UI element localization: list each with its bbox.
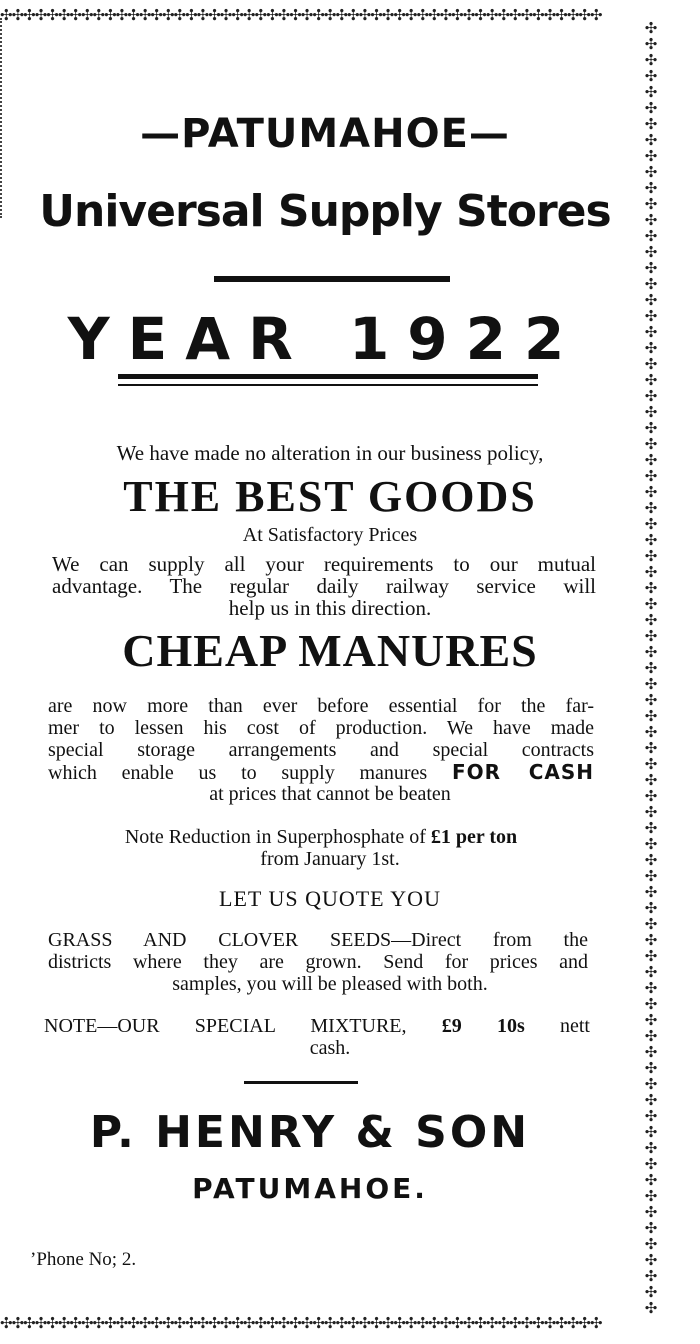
mixture-line-1 [44, 1015, 590, 1037]
let-us-quote: LET US QUOTE YOU [219, 886, 441, 911]
mixture-price: £9 10s [441, 1015, 525, 1037]
manures-line-2: mer to lessen his cost of production. We have made [48, 717, 594, 739]
ornamental-border-bottom: ✣✣✣✣✣✣✣✣✣✣✣✣✣✣✣✣✣✣✣✣✣✣✣✣✣✣✣✣✣✣✣✣✣✣✣✣✣✣✣✣✣✣✣✣✣✣✣✣✣✣✣✣ [0, 1314, 602, 1332]
manures-line-1: are now more than ever before essential for the far- [48, 695, 594, 717]
manures-line-4 [48, 761, 594, 784]
seeds-line-2: districts where they are grown. Send for prices and [48, 951, 588, 973]
divider-rule [214, 276, 450, 282]
note-reduction-text: Note Reduction in Superphosphate of [124, 826, 426, 848]
manures-line-3: special storage arrangements and special contracts [48, 739, 594, 761]
cheap-manures-headline: CHEAP MANURES [122, 625, 538, 676]
note-reduction-line-2: from January 1st. [260, 848, 400, 870]
mixture-text: NOTE—OUR SPECIAL MIXTURE, [44, 1015, 407, 1037]
satisfactory-prices: At Satisfactory Prices [242, 524, 418, 546]
policy-line-3: help us in this direction. [228, 596, 432, 620]
mixture-nett: nett [560, 1015, 590, 1037]
place-heading: —PATUMAHOE— [140, 111, 510, 157]
policy-line-1: We can supply all your requirements to our mutual [52, 552, 596, 576]
per-ton-price: £1 per ton [430, 826, 518, 848]
seeds-line-3: samples, you will be pleased with both. [172, 973, 488, 995]
ornamental-border-right: ✣✣✣✣✣✣✣✣✣✣✣✣✣✣✣✣✣✣✣✣✣✣✣✣✣✣✣✣✣✣✣✣✣✣✣✣✣✣✣✣✣✣✣✣✣✣✣✣✣✣✣✣✣✣✣✣✣✣✣✣✣✣✣✣✣✣✣✣✣✣✣✣✣✣✣✣✣✣✣✣✣ [644, 20, 658, 1317]
manures-line-5: at prices that cannot be beaten [209, 783, 451, 805]
year-heading: YEAR 1922 [67, 305, 583, 373]
policy-line-2: advantage. The regular daily railway service will [52, 574, 596, 598]
best-goods-headline: THE BEST GOODS [123, 472, 537, 521]
year-underline-thick [118, 374, 538, 379]
footer-divider [244, 1081, 358, 1084]
manures-line-4-text: which enable us to supply manures [48, 762, 428, 784]
ornamental-border-top: ✣✣✣✣✣✣✣✣✣✣✣✣✣✣✣✣✣✣✣✣✣✣✣✣✣✣✣✣✣✣✣✣✣✣✣✣✣✣✣✣✣✣✣✣✣✣✣✣✣✣✣✣ [0, 6, 602, 24]
firm-name: P. HENRY & SON [89, 1107, 531, 1158]
note-reduction-line-1 [48, 826, 594, 848]
firm-town: PATUMAHOE. [192, 1172, 428, 1205]
policy-intro: We have made no alteration in our business policy, [116, 441, 544, 465]
for-cash-emphasis: FOR CASH [451, 760, 595, 784]
year-underline-thin [118, 384, 538, 386]
phone-number: ’Phone No; 2. [30, 1249, 137, 1270]
mixture-line-2: cash. [309, 1037, 351, 1059]
seeds-line-1: GRASS AND CLOVER SEEDS—Direct from the [48, 929, 588, 951]
store-name: Universal Supply Stores [39, 186, 611, 237]
